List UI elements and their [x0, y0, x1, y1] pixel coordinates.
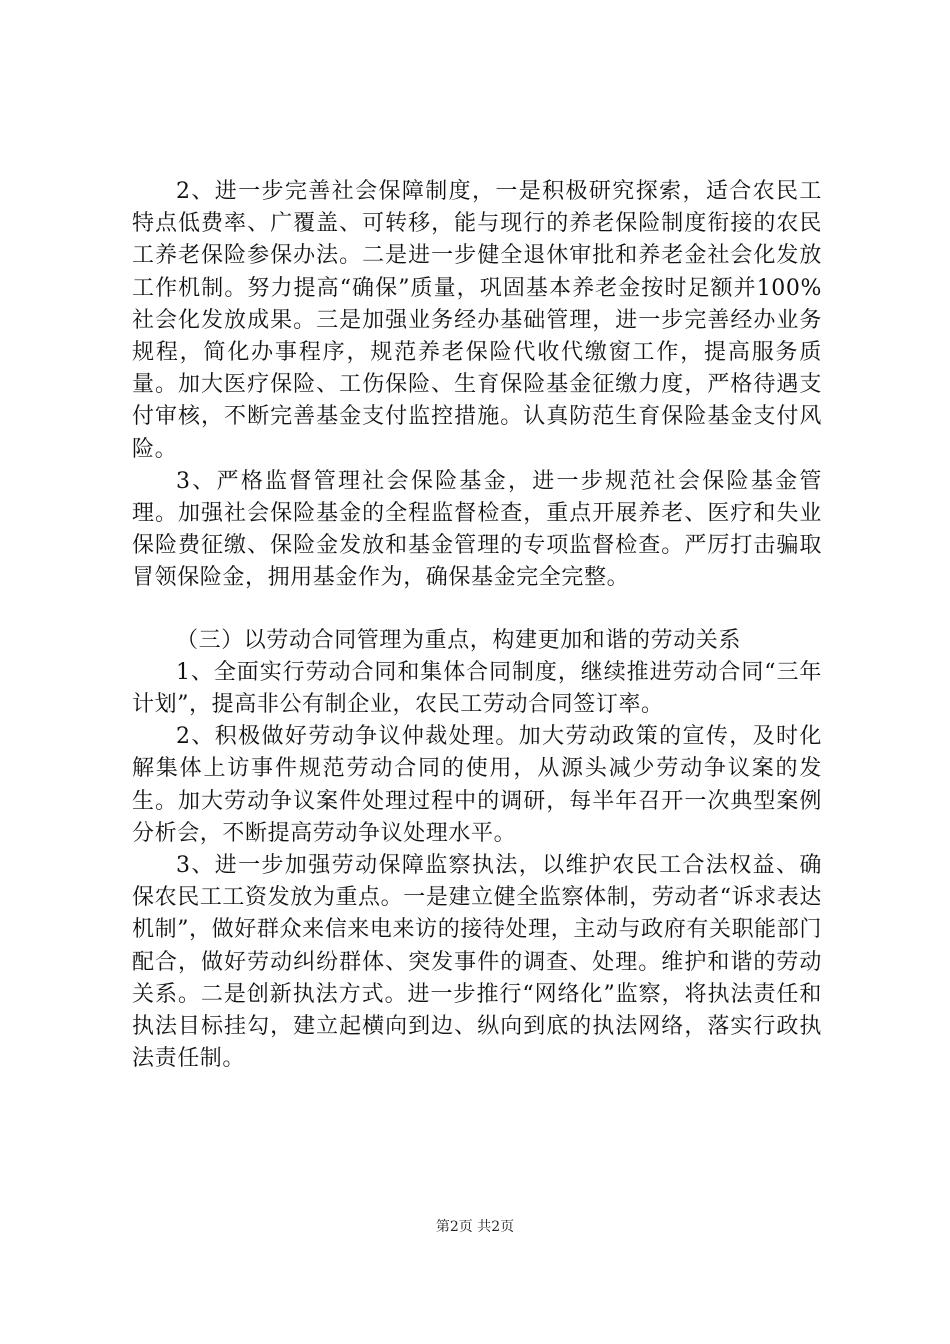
paragraph-insurance-fund-supervision: 3、严格监督管理社会保险基金，进一步规范社会保险基金管理。加强社会保险基金的全程监督检查，重点开展养老、医疗和失业保险费征缴、保险金发放和基金管理的专项监督检查。严厉打击骗取冒领保险金，拥用基金作为，确保基金完全完整。 — [132, 468, 822, 591]
paragraph-social-security-system: 2、进一步完善社会保障制度，一是积极研究探索，适合农民工特点低费率、广覆盖、可转移，能与现行的养老保险制度衔接的农民工养老保险参保办法。二是进一步健全退休审批和养老金社会化发放工作机制。努力提高“确保”质量，巩固基本养老金按时足额并100%社会化发放成果。三是加强业务经办基础管理，进一步完善经办业务规程，简化办事程序，规范养老保险代收代缴窗工作，提高服务质量。加大医疗保险、工伤保险、生育保险基金征缴力度，严格待遇支付审核，不断完善基金支付监控措施。认真防范生育保险基金支付风险。 — [132, 179, 822, 462]
section-spacer — [132, 595, 822, 625]
page-footer: 第2页 共2页 — [435, 1219, 515, 1235]
section-heading: （三）以劳动合同管理为重点，构建更加和谐的劳动关系 — [176, 627, 742, 653]
paragraph-labor-inspection: 3、进一步加强劳动保障监察执法，以维护农民工合法权益、确保农民工工资发放为重点。一是建立健全监察体制，劳动者“诉求表达机制”，做好群众来信来电来访的接待处理，主动与政府有关职能部门配合，做好劳动纠纷群体、突发事件的调查、处理。维护和谐的劳动关系。二是创新执法方式。进一步推行“网络化”监察，将执法责任和执法目标挂勾，建立起横向到边、纵向到底的执法网络，落实行政执法责任制。 — [132, 853, 822, 1072]
paragraph-labor-contract: 1、全面实行劳动合同和集体合同制度，继续推进劳动合同“三年计划”，提高非公有制企业，农民工劳动合同签订率。 — [132, 659, 822, 718]
document-body — [132, 176, 822, 1075]
paragraph-labor-dispute: 2、积极做好劳动争议仲裁处理。加大劳动政策的宣传，及时化解集体上访事件规范劳动合同的使用，从源头减少劳动争议案的发生。加大劳动争议案件处理过程中的调研，每半年召开一次典型案例分析会，不断提高劳动争议处理水平。 — [132, 724, 822, 846]
